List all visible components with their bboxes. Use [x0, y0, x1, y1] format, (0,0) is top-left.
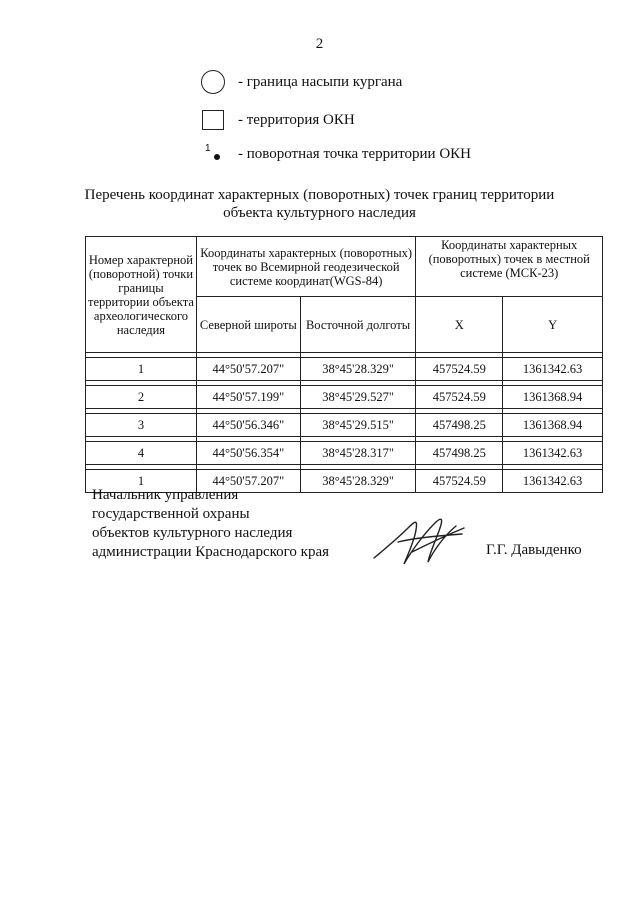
cell-point: 3 — [86, 414, 197, 437]
legend-text: - территория ОКН — [238, 111, 355, 128]
signatory-line: администрации Краснодарского края — [92, 544, 330, 560]
header-latitude: Северной широты — [196, 297, 300, 353]
cell-point: 4 — [86, 442, 197, 465]
handwritten-signature — [368, 508, 468, 572]
table-row — [86, 386, 603, 409]
point-index: 1 — [205, 142, 211, 154]
table-row — [86, 414, 603, 437]
header-longitude: Восточной долготы — [300, 297, 416, 353]
cell-point: 1 — [86, 470, 197, 493]
table-heading — [0, 186, 639, 222]
heading-line-2: объекта культурного наследия — [223, 205, 416, 221]
signatory-title — [92, 486, 329, 562]
cell-longitude: 38°45'29.527" — [300, 386, 416, 409]
cell-y: 1361368.94 — [503, 386, 603, 409]
legend-text: - граница насыпи кургана — [238, 73, 403, 90]
cell-latitude: 44°50'57.199" — [196, 386, 300, 409]
page-number: 2 — [315, 36, 324, 52]
heading-line-1: Перечень координат характерных (поворотных) точек границ территории — [84, 187, 555, 203]
header-msk23: Координаты характерных (поворотных) точек в местной системе (МСК-23) — [416, 237, 603, 297]
cell-y: 1361342.63 — [503, 442, 603, 465]
circle-icon — [201, 70, 225, 94]
signatory-line: объектов культурного наследия — [92, 525, 293, 541]
square-icon — [202, 110, 224, 130]
cell-x: 457524.59 — [416, 386, 503, 409]
cell-point: 1 — [86, 358, 197, 381]
cell-y: 1361342.63 — [503, 470, 603, 493]
cell-x: 457498.25 — [416, 442, 503, 465]
cell-latitude: 44°50'57.207" — [196, 358, 300, 381]
point-icon — [205, 142, 221, 163]
cell-latitude: 44°50'56.346" — [196, 414, 300, 437]
signatory-name: Г.Г. Давыденко — [486, 542, 582, 558]
cell-x: 457524.59 — [416, 470, 503, 493]
legend-item-turning-point — [196, 142, 471, 163]
cell-x: 457498.25 — [416, 414, 503, 437]
cell-x: 457524.59 — [416, 358, 503, 381]
cell-y: 1361368.94 — [503, 414, 603, 437]
cell-latitude: 44°50'57.207" — [196, 470, 300, 493]
header-point-number: Номер характерной (поворотной) точки границы территории объекта археологического наследия — [86, 237, 197, 353]
table-row — [86, 442, 603, 465]
cell-longitude: 38°45'28.317" — [300, 442, 416, 465]
signatory-line: Начальник управления — [92, 487, 239, 503]
signatory-line: государственной охраны — [92, 506, 250, 522]
legend-item-mound — [196, 70, 402, 94]
table-row — [86, 358, 603, 381]
cell-point: 2 — [86, 386, 197, 409]
header-y: Y — [503, 297, 603, 353]
header-wgs84: Координаты характерных (поворотных) точек во Всемирной геодезической системе координат(WGS-84) — [196, 237, 416, 297]
legend-item-territory — [196, 110, 355, 130]
legend-text: - поворотная точка территории ОКН — [238, 146, 471, 162]
cell-latitude: 44°50'56.354" — [196, 442, 300, 465]
coordinates-table — [85, 236, 603, 493]
cell-longitude: 38°45'28.329" — [300, 358, 416, 381]
cell-longitude: 38°45'29.515" — [300, 414, 416, 437]
header-x: X — [416, 297, 503, 353]
cell-y: 1361342.63 — [503, 358, 603, 381]
cell-longitude: 38°45'28.329" — [300, 470, 416, 493]
